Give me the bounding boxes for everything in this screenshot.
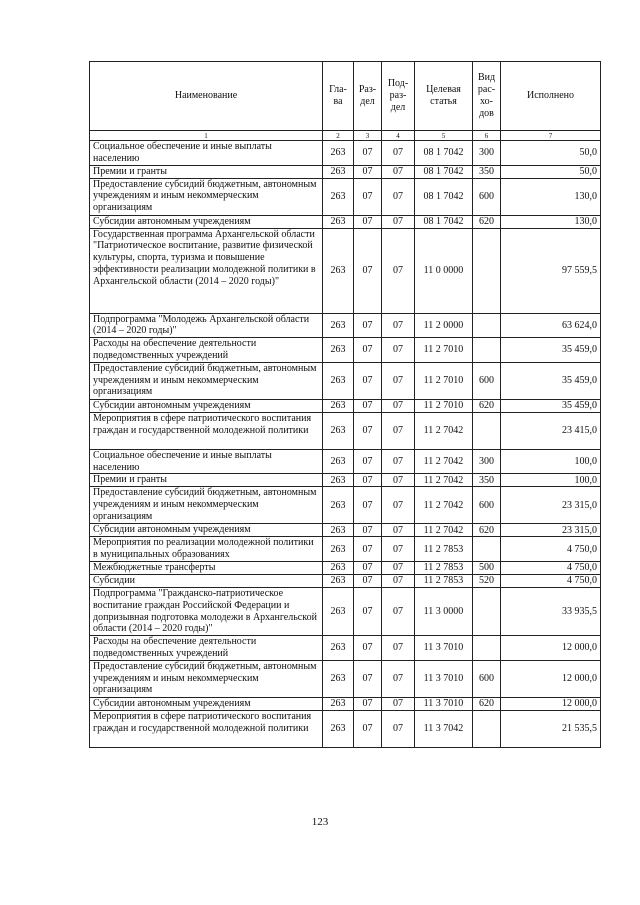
- row-target-code: 11 2 7853: [415, 537, 473, 562]
- row-expense-type: [473, 587, 501, 635]
- row-target-code: 11 2 7042: [415, 474, 473, 487]
- row-expense-type: 520: [473, 574, 501, 587]
- table-row: [90, 215, 601, 228]
- row-chapter: 263: [323, 697, 354, 710]
- row-subsection: 07: [382, 228, 415, 313]
- table-row: [90, 412, 601, 449]
- row-chapter: 263: [323, 574, 354, 587]
- column-number: 2: [323, 131, 354, 141]
- row-executed-amount: 50,0: [501, 141, 601, 166]
- row-name: Расходы на обеспечение деятельности подведомственных учреждений: [90, 338, 323, 363]
- row-chapter: 263: [323, 178, 354, 215]
- row-executed-amount: 23 315,0: [501, 524, 601, 537]
- row-subsection: 07: [382, 165, 415, 178]
- table-row: [90, 487, 601, 524]
- row-section: 07: [354, 474, 382, 487]
- row-subsection: 07: [382, 362, 415, 399]
- row-target-code: 11 2 7042: [415, 487, 473, 524]
- row-chapter: 263: [323, 362, 354, 399]
- row-executed-amount: 33 935,5: [501, 587, 601, 635]
- row-target-code: 08 1 7042: [415, 165, 473, 178]
- row-expense-type: 350: [473, 165, 501, 178]
- row-section: 07: [354, 537, 382, 562]
- table-row: [90, 697, 601, 710]
- row-chapter: 263: [323, 561, 354, 574]
- row-executed-amount: 35 459,0: [501, 399, 601, 412]
- row-executed-amount: 97 559,5: [501, 228, 601, 313]
- row-executed-amount: 4 750,0: [501, 537, 601, 562]
- row-chapter: 263: [323, 165, 354, 178]
- row-expense-type: 350: [473, 474, 501, 487]
- row-target-code: 08 1 7042: [415, 178, 473, 215]
- row-name: Мероприятия в сфере патриотического воспитания граждан и государственной молодежной политики: [90, 412, 323, 449]
- row-expense-type: 620: [473, 697, 501, 710]
- column-number: 4: [382, 131, 415, 141]
- row-section: 07: [354, 449, 382, 474]
- table-row: [90, 660, 601, 697]
- row-target-code: 11 2 0000: [415, 313, 473, 338]
- row-subsection: 07: [382, 660, 415, 697]
- row-expense-type: 300: [473, 449, 501, 474]
- row-expense-type: 620: [473, 524, 501, 537]
- row-name: Социальное обеспечение и иные выплаты населению: [90, 449, 323, 474]
- header-subsection: Под- раз- дел: [382, 62, 415, 131]
- row-expense-type: 620: [473, 215, 501, 228]
- column-number: 1: [90, 131, 323, 141]
- row-section: 07: [354, 697, 382, 710]
- header-executed: Исполнено: [501, 62, 601, 131]
- row-chapter: 263: [323, 474, 354, 487]
- row-subsection: 07: [382, 412, 415, 449]
- row-subsection: 07: [382, 574, 415, 587]
- row-target-code: 11 2 7042: [415, 449, 473, 474]
- header-name: Наименование: [90, 62, 323, 131]
- header-expense: Вид рас- хо- дов: [473, 62, 501, 131]
- row-section: 07: [354, 487, 382, 524]
- row-expense-type: 500: [473, 561, 501, 574]
- row-name: Предоставление субсидий бюджетным, автономным учреждениям и иным некоммерческим организациям: [90, 178, 323, 215]
- table-row: [90, 399, 601, 412]
- row-target-code: 11 3 7042: [415, 710, 473, 747]
- row-executed-amount: 21 535,5: [501, 710, 601, 747]
- row-section: 07: [354, 412, 382, 449]
- row-subsection: 07: [382, 215, 415, 228]
- row-chapter: 263: [323, 449, 354, 474]
- row-target-code: 11 3 7010: [415, 660, 473, 697]
- row-expense-type: 300: [473, 141, 501, 166]
- row-subsection: 07: [382, 338, 415, 363]
- row-section: 07: [354, 313, 382, 338]
- row-subsection: 07: [382, 399, 415, 412]
- row-subsection: 07: [382, 313, 415, 338]
- row-expense-type: 600: [473, 660, 501, 697]
- table-row: [90, 474, 601, 487]
- row-chapter: 263: [323, 636, 354, 661]
- row-target-code: 11 3 7010: [415, 697, 473, 710]
- row-subsection: 07: [382, 710, 415, 747]
- row-section: 07: [354, 524, 382, 537]
- row-name: Расходы на обеспечение деятельности подведомственных учреждений: [90, 636, 323, 661]
- row-subsection: 07: [382, 178, 415, 215]
- row-executed-amount: 4 750,0: [501, 574, 601, 587]
- row-expense-type: 620: [473, 399, 501, 412]
- row-chapter: 263: [323, 412, 354, 449]
- row-executed-amount: 100,0: [501, 449, 601, 474]
- row-name: Субсидии автономным учреждениям: [90, 524, 323, 537]
- row-name: Субсидии: [90, 574, 323, 587]
- table-row: [90, 338, 601, 363]
- column-number-row: [90, 131, 601, 141]
- row-chapter: 263: [323, 524, 354, 537]
- row-executed-amount: 130,0: [501, 178, 601, 215]
- row-name: Премии и гранты: [90, 165, 323, 178]
- row-target-code: 11 2 7010: [415, 362, 473, 399]
- row-target-code: 08 1 7042: [415, 215, 473, 228]
- row-executed-amount: 63 624,0: [501, 313, 601, 338]
- row-name: Подпрограмма "Молодежь Архангельской области (2014 – 2020 годы)": [90, 313, 323, 338]
- header-section: Раз- дел: [354, 62, 382, 131]
- row-target-code: 11 2 7010: [415, 338, 473, 363]
- row-name: Социальное обеспечение и иные выплаты населению: [90, 141, 323, 166]
- row-subsection: 07: [382, 141, 415, 166]
- row-section: 07: [354, 710, 382, 747]
- row-executed-amount: 12 000,0: [501, 697, 601, 710]
- table-row: [90, 178, 601, 215]
- row-section: 07: [354, 574, 382, 587]
- row-name: Предоставление субсидий бюджетным, автономным учреждениям и иным некоммерческим организациям: [90, 362, 323, 399]
- row-section: 07: [354, 660, 382, 697]
- row-expense-type: [473, 313, 501, 338]
- row-expense-type: [473, 412, 501, 449]
- table-row: [90, 574, 601, 587]
- row-subsection: 07: [382, 449, 415, 474]
- column-number: 3: [354, 131, 382, 141]
- row-target-code: 11 3 7010: [415, 636, 473, 661]
- row-section: 07: [354, 362, 382, 399]
- row-target-code: 08 1 7042: [415, 141, 473, 166]
- row-target-code: 11 3 0000: [415, 587, 473, 635]
- row-target-code: 11 0 0000: [415, 228, 473, 313]
- row-subsection: 07: [382, 474, 415, 487]
- row-expense-type: [473, 228, 501, 313]
- table-row: [90, 141, 601, 166]
- row-name: Предоставление субсидий бюджетным, автономным учреждениям и иным некоммерческим организациям: [90, 660, 323, 697]
- row-chapter: 263: [323, 338, 354, 363]
- row-expense-type: [473, 338, 501, 363]
- row-name: Государственная программа Архангельской области "Патриотическое воспитание, развитие физической культуры, спорта, туризма и повышение эффективности реализации молодежной политики в Архангельской области (2014 – 2020 годы)": [90, 228, 323, 313]
- column-number: 5: [415, 131, 473, 141]
- row-section: 07: [354, 338, 382, 363]
- row-name: Субсидии автономным учреждениям: [90, 697, 323, 710]
- row-subsection: 07: [382, 587, 415, 635]
- row-subsection: 07: [382, 697, 415, 710]
- row-chapter: 263: [323, 141, 354, 166]
- row-target-code: 11 2 7853: [415, 561, 473, 574]
- row-name: Подпрограмма "Гражданско-патриотическое воспитание граждан Российской Федерации и допризывная подготовка молодежи в Архангельской области (2014 – 2020 годы)": [90, 587, 323, 635]
- row-executed-amount: 23 415,0: [501, 412, 601, 449]
- row-section: 07: [354, 636, 382, 661]
- row-chapter: 263: [323, 228, 354, 313]
- row-section: 07: [354, 228, 382, 313]
- row-name: Мероприятия в сфере патриотического воспитания граждан и государственной молодежной политики: [90, 710, 323, 747]
- row-expense-type: 600: [473, 487, 501, 524]
- header-chapter: Гла- ва: [323, 62, 354, 131]
- table-row: [90, 228, 601, 313]
- table-row: [90, 710, 601, 747]
- row-executed-amount: 35 459,0: [501, 362, 601, 399]
- table-row: [90, 524, 601, 537]
- row-section: 07: [354, 561, 382, 574]
- row-target-code: 11 2 7042: [415, 412, 473, 449]
- row-chapter: 263: [323, 487, 354, 524]
- table-row: [90, 537, 601, 562]
- row-chapter: 263: [323, 660, 354, 697]
- table-row: [90, 449, 601, 474]
- table-row: [90, 636, 601, 661]
- table-row: [90, 561, 601, 574]
- row-executed-amount: 12 000,0: [501, 636, 601, 661]
- row-chapter: 263: [323, 537, 354, 562]
- budget-table: [89, 61, 601, 748]
- row-name: Межбюджетные трансферты: [90, 561, 323, 574]
- row-chapter: 263: [323, 313, 354, 338]
- row-section: 07: [354, 587, 382, 635]
- row-executed-amount: 50,0: [501, 165, 601, 178]
- row-executed-amount: 12 000,0: [501, 660, 601, 697]
- table-row: [90, 313, 601, 338]
- header-target: Целевая статья: [415, 62, 473, 131]
- row-subsection: 07: [382, 487, 415, 524]
- row-target-code: 11 2 7010: [415, 399, 473, 412]
- row-chapter: 263: [323, 587, 354, 635]
- row-name: Предоставление субсидий бюджетным, автономным учреждениям и иным некоммерческим организациям: [90, 487, 323, 524]
- row-section: 07: [354, 215, 382, 228]
- row-target-code: 11 2 7042: [415, 524, 473, 537]
- table-body: [90, 141, 601, 748]
- row-target-code: 11 2 7853: [415, 574, 473, 587]
- row-executed-amount: 23 315,0: [501, 487, 601, 524]
- row-subsection: 07: [382, 561, 415, 574]
- row-name: Субсидии автономным учреждениям: [90, 399, 323, 412]
- row-section: 07: [354, 165, 382, 178]
- row-section: 07: [354, 178, 382, 215]
- row-name: Субсидии автономным учреждениям: [90, 215, 323, 228]
- row-expense-type: [473, 636, 501, 661]
- row-chapter: 263: [323, 710, 354, 747]
- row-name: Мероприятия по реализации молодежной политики в муниципальных образованиях: [90, 537, 323, 562]
- row-expense-type: [473, 710, 501, 747]
- column-number: 7: [501, 131, 601, 141]
- row-executed-amount: 35 459,0: [501, 338, 601, 363]
- page-number: 123: [311, 816, 329, 828]
- row-chapter: 263: [323, 399, 354, 412]
- row-name: Премии и гранты: [90, 474, 323, 487]
- row-subsection: 07: [382, 537, 415, 562]
- row-executed-amount: 4 750,0: [501, 561, 601, 574]
- row-expense-type: 600: [473, 362, 501, 399]
- row-section: 07: [354, 141, 382, 166]
- row-executed-amount: 130,0: [501, 215, 601, 228]
- row-chapter: 263: [323, 215, 354, 228]
- column-number: 6: [473, 131, 501, 141]
- table-row: [90, 362, 601, 399]
- header-row: [90, 62, 601, 131]
- table-row: [90, 165, 601, 178]
- row-expense-type: 600: [473, 178, 501, 215]
- row-subsection: 07: [382, 524, 415, 537]
- row-executed-amount: 100,0: [501, 474, 601, 487]
- table-row: [90, 587, 601, 635]
- row-expense-type: [473, 537, 501, 562]
- row-subsection: 07: [382, 636, 415, 661]
- row-section: 07: [354, 399, 382, 412]
